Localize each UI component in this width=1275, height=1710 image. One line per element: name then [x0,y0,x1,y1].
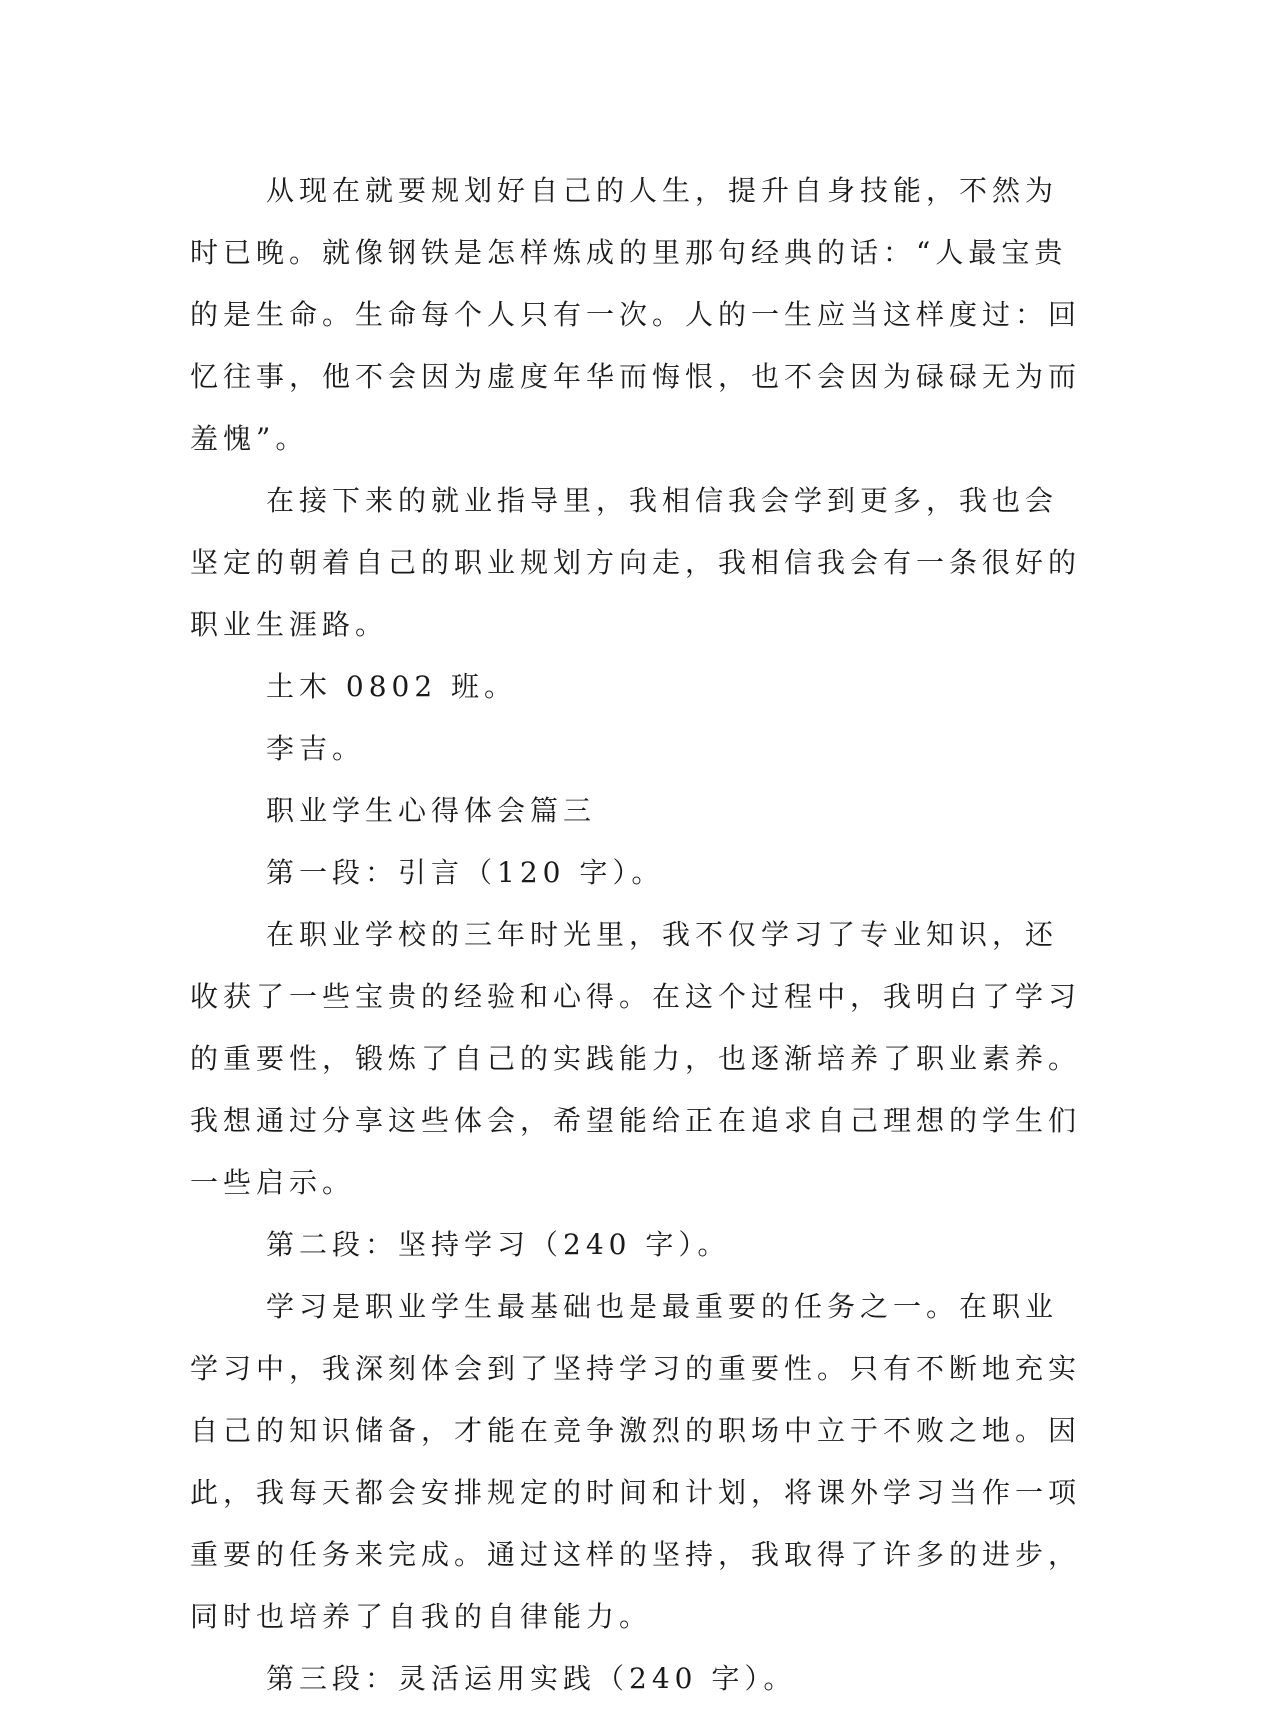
subheading-part-one: 第一段：引言（120 字）。 [266,856,665,889]
subheading-part-three: 第三段：灵活运用实践（240 字）。 [266,1662,797,1695]
paragraph-life-planning: 从现在就要规划好自己的人生，提升自身技能，不然为时已晚。就像钢铁是怎样炼成的里那句经典的话：“人最宝贵的是生命。生命每个人只有一次。人的一生应当这样度过：回忆往事，他不会因为虚度年华而悔恨，也不会因为碌碌无为而羞愧”。 [190,174,1082,455]
paragraph-class-name: 土木 0802 班。 [266,670,518,703]
paragraph-career-guidance: 在接下来的就业指导里，我相信我会学到更多，我也会坚定的朝着自己的职业规划方向走，我相信我会有一条很好的职业生涯路。 [190,484,1082,641]
document-body [190,160,1085,1710]
paragraph-persistent-study: 学习是职业学生最基础也是最重要的任务之一。在职业学习中，我深刻体会到了坚持学习的重要性。只有不断地充实自己的知识储备，才能在竞争激烈的职场中立于不败之地。因此，我每天都会安排规定的时间和计划，将课外学习当作一项重要的任务来完成。通过这样的坚持，我取得了许多的进步，同时也培养了自我的自律能力。 [190,1290,1082,1633]
paragraph-introduction: 在职业学校的三年时光里，我不仅学习了专业知识，还收获了一些宝贵的经验和心得。在这个过程中，我明白了学习的重要性，锻炼了自己的实践能力，也逐渐培养了职业素养。我想通过分享这些体会，希望能给正在追求自己理想的学生们一些启示。 [190,918,1082,1199]
paragraph-author-name: 李吉。 [266,732,366,765]
section-heading: 职业学生心得体会篇三 [266,794,597,827]
subheading-part-two: 第二段：坚持学习（240 字）。 [266,1228,731,1261]
